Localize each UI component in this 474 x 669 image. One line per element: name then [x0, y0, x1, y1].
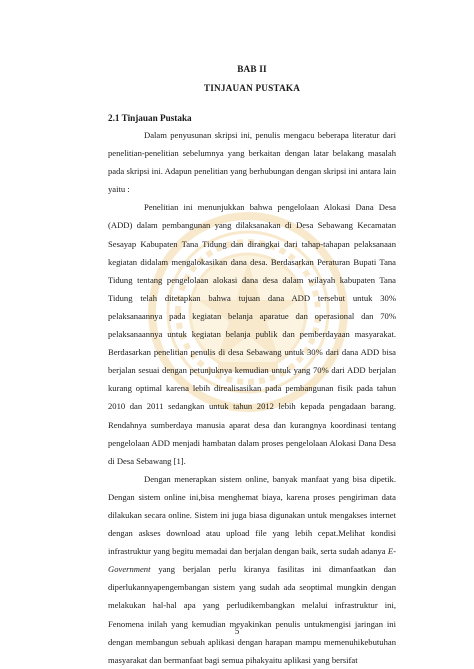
chapter-number: BAB II — [237, 64, 267, 74]
paragraph-text-part-2: yang berjalan perlu kiranya fasilitas ini dimanfaatkan dan diperlukannyapengembangan sistem yang sudah ada seoptimal mungkin dengan melakukan hal-hal apa yang perludikembangkan melalui infrastruktur ini, Fenomena inilah yang kemudian meyakinkan penulis untukmengisi jaringan ini dengan membangun sebuah aplikasi dengan harapan mampu memenuhikebutuhan masyarakat dan bermanfaat bagi semua pihakyaitu aplikasi yang bersifat — [108, 564, 396, 665]
chapter-title: TINJAUAN PUSTAKA — [203, 83, 301, 93]
section-title: 2.1 Tinjauan Pustaka — [108, 113, 192, 123]
paragraph-text-part-1: Dengan menerapkan sistem online, banyak manfaat yang bisa dipetik. Dengan sistem online ini,bisa menghemat biaya, karena proses pengiriman data dilakukan secara online. Sistem ini juga biasa digunakan untuk mengakses internet dengan askses download atau upload file yang lebih cepat.Melihat kondisi infrastruktur yang begitu memadai dan berjalan dengan baik, serta sudah adanya — [108, 473, 396, 557]
paragraph-previous-research: Penelitian ini menunjukkan bahwa pengelolaan Alokasi Dana Desa (ADD) dalam pembangunan yang dilaksanakan di Desa Sebawang Kecamatan Sesayap Kabupaten Tana Tidung dan dirangkai dari tahap-tahapan pelaksanaan kegiatan didalam mengalokasikan dana desa. Berdasarkan Peraturan Bupati Tana Tidung tentang pengelolaan alokasi dana desa dalam wilayah kabupaten Tana Tidung telah ditetapkan bahwa tujuan dana ADD tersebut untuk 30% pelaksanaannya pada kegiatan belanja aparatue dan operasional dan 70% pelaksanaannya untuk kegiatan belanja publik dan pemberdayaan masyarakat. Berdasarkan penelitian penulis di desa Sebawang untuk 30% dari dana ADD bisa berjalan sesuai dengan petunjuknya kemudian untuk yang 70% dari ADD berjalan kurang optimal karena lebih direalisasikan pada pembangunan fisik pada tahun 2010 dan 2011 sedangkan untuk tahun 2012 lebih kepada pengadaan barang. Rendahnya sumberdaya manusia aparat desa dan kurangnya koordinasi tentang pengelolaan ADD menjadi hambatan dalam proses pengelolaan Alokasi Dana Desa di Desa Sebawang [1]. — [108, 202, 396, 466]
page-number: 5 — [234, 626, 240, 636]
paragraph-online-system — [108, 470, 396, 669]
e-government-term: E-Government — [108, 546, 396, 575]
page-content — [108, 64, 396, 669]
paragraph-intro: Dalam penyusunan skripsi ini, penulis mengacu beberapa literatur dari penelitian-penelitian sebelumnya yang berkaitan dengan latar belakang masalah pada skripsi ini. Adapun penelitian yang berhubungan dengan skripsi ini antara lain yaitu : — [108, 130, 396, 195]
